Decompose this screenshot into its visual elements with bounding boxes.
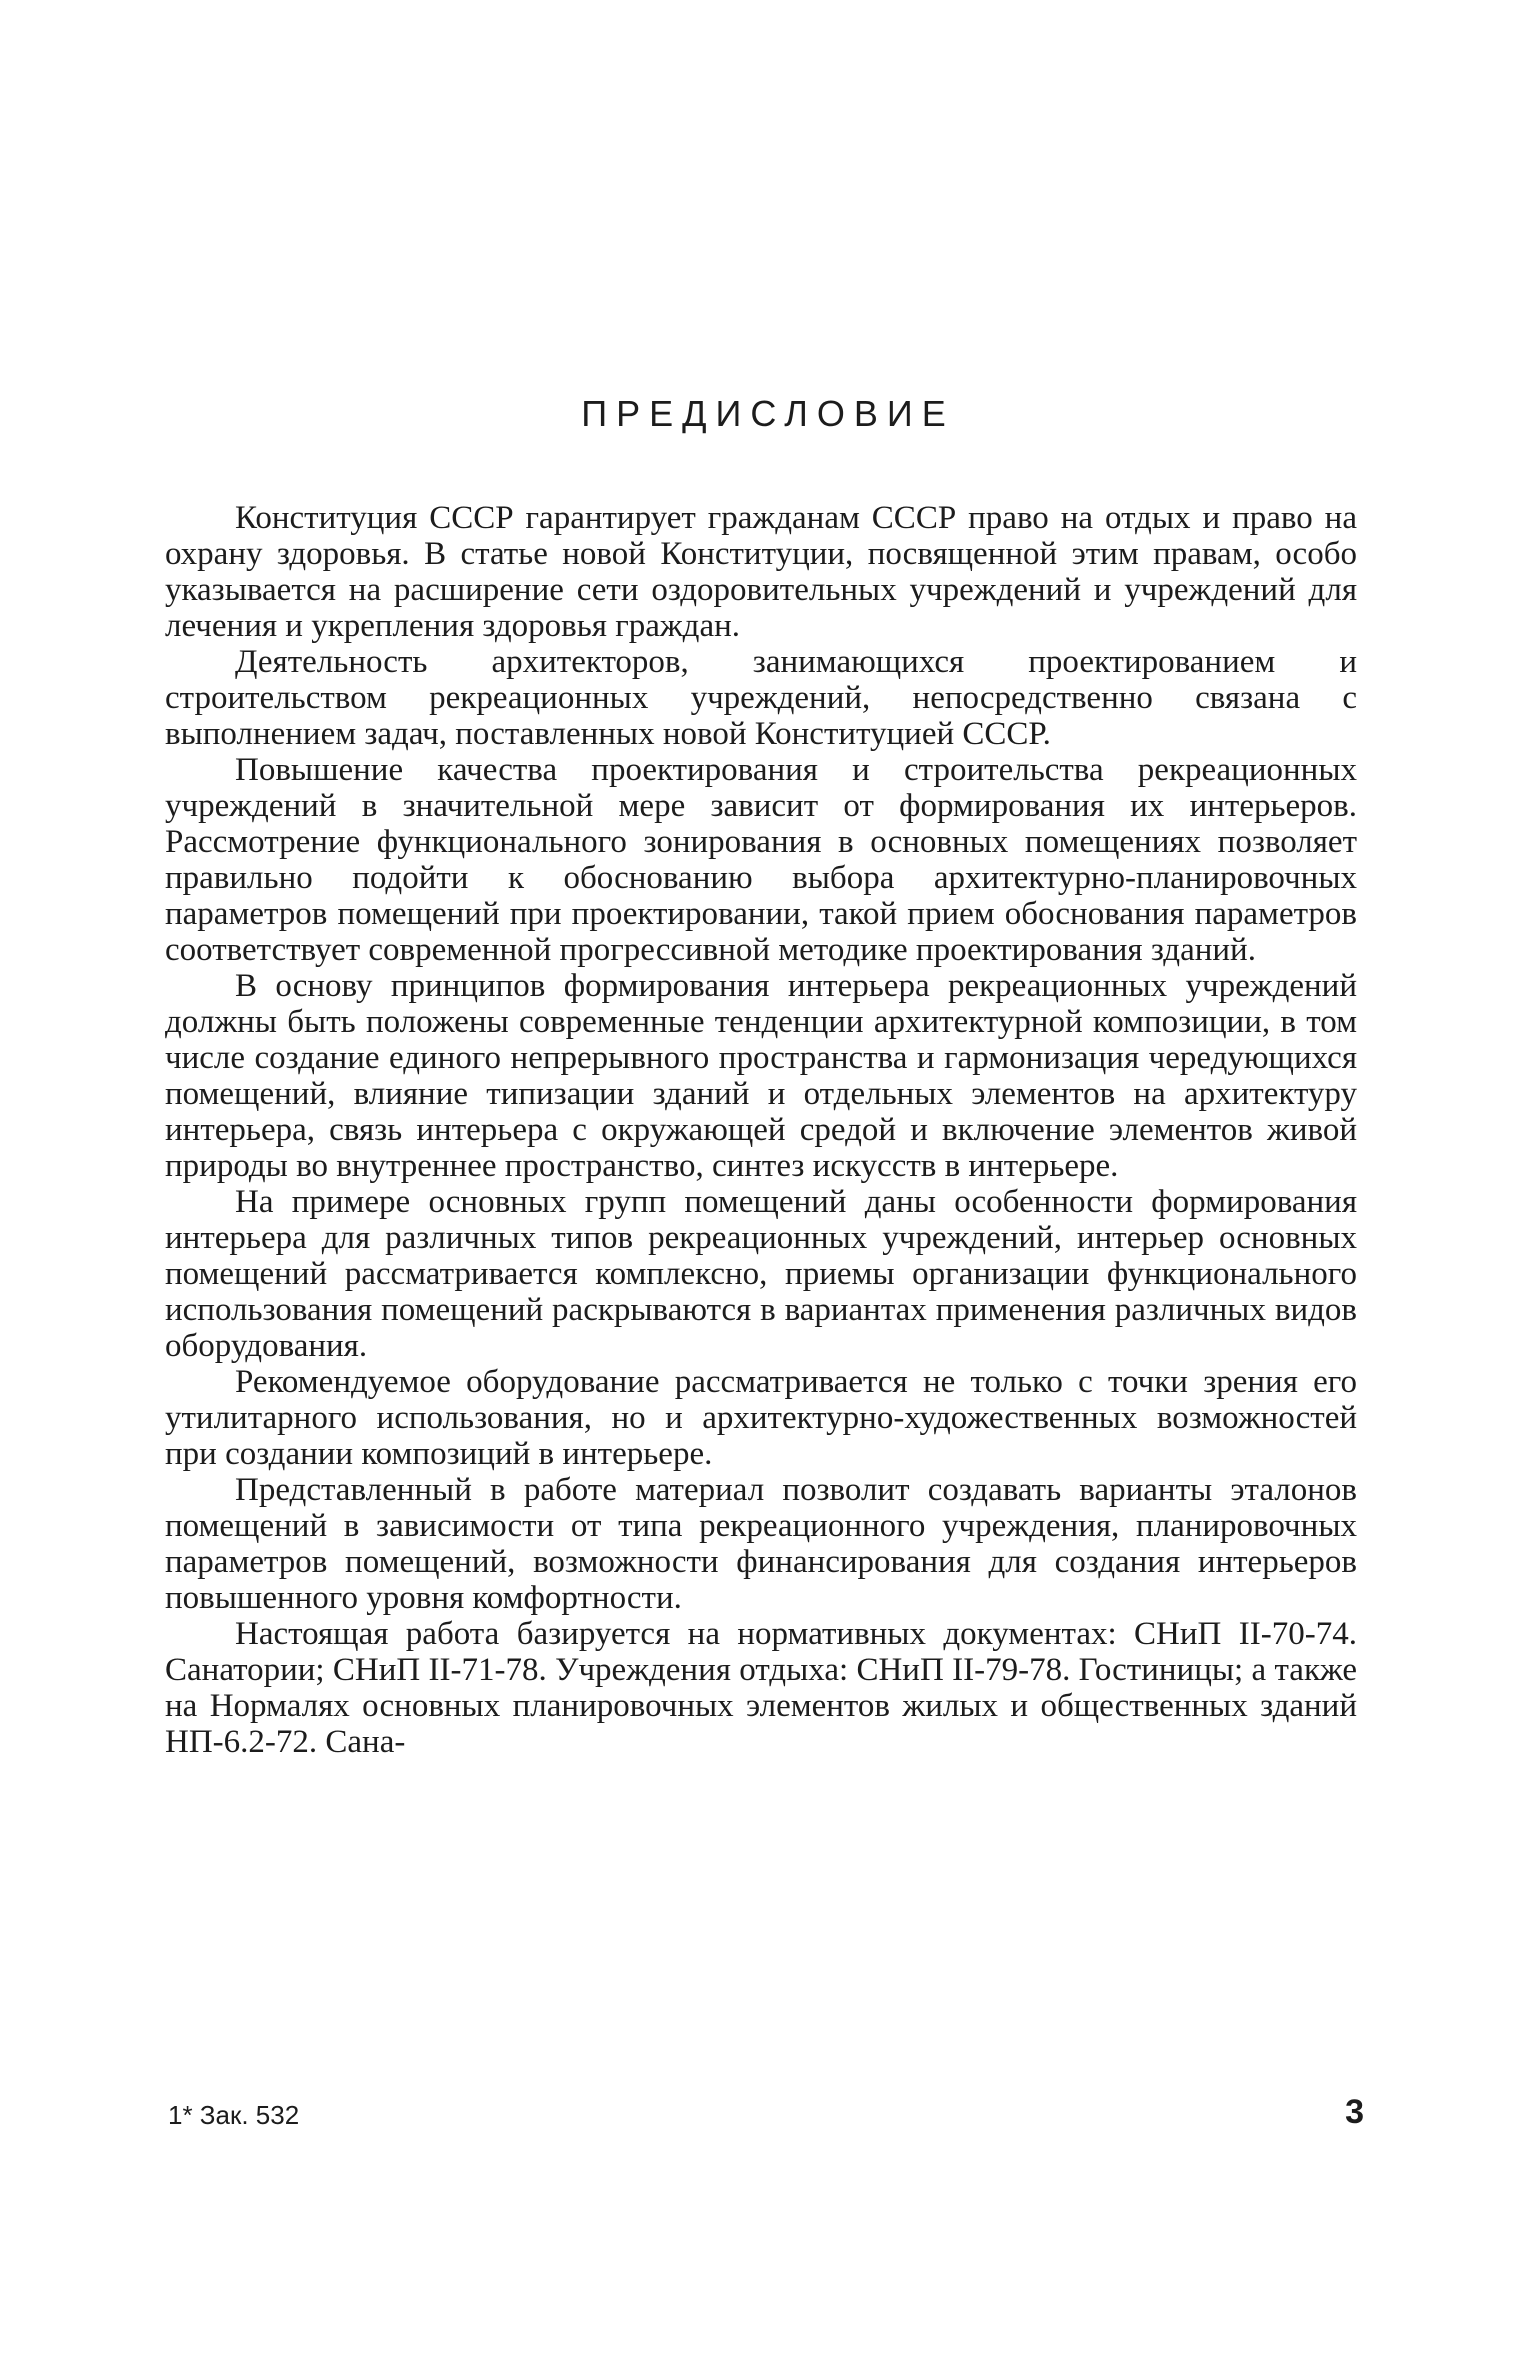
paragraph: Конституция СССР гарантирует гражданам СССР право на отдых и право на охрану здоровья. В статье новой Конституции, посвященной этим правам, особо указывается на расширение сети оздоровительных учреждений и учреждений для лечения и укрепления здоровья граждан. [165, 500, 1357, 644]
paragraph: Настоящая работа базируется на нормативных документах: СНиП II-70-74. Санатории; СНиП II-71-78. Учреждения отдыха: СНиП II-79-78. Гостиницы; а также на Нормалях основных планировочных элементов жилых и общественных зданий НП-6.2-72. Сана- [165, 1616, 1357, 1760]
paragraph: Деятельность архитекторов, занимающихся проектированием и строительством рекреационных учреждений, непосредственно связана с выполнением задач, поставленных новой Конституцией СССР. [165, 644, 1357, 752]
paragraph: В основу принципов формирования интерьера рекреационных учреждений должны быть положены современные тенденции архитектурной композиции, в том числе создание единого непрерывного пространства и гармонизация чередующихся помещений, влияние типизации зданий и отдельных элементов на архитектуру интерьера, связь интерьера с окружающей средой и включение элементов живой природы во внутреннее пространство, синтез искусств в интерьере. [165, 968, 1357, 1184]
page-number: 3 [1345, 2093, 1364, 2131]
print-signature: 1* Зак. 532 [168, 2100, 300, 2130]
paragraph: На примере основных групп помещений даны особенности формирования интерьера для различных типов рекреационных учреждений, интерьер основных помещений рассматривается комплексно, приемы организации функционального использования помещений раскрываются в вариантах применения различных видов оборудования. [165, 1184, 1357, 1364]
page-title: ПРЕДИСЛОВИЕ [581, 393, 955, 434]
paragraph: Представленный в работе материал позволит создавать варианты эталонов помещений в зависимости от типа рекреационного учреждения, планировочных параметров помещений, возможности финансирования для создания интерьеров повышенного уровня комфортности. [165, 1472, 1357, 1616]
paragraph: Повышение качества проектирования и строительства рекреационных учреждений в значительной мере зависит от формирования их интерьеров. Рассмотрение функционального зонирования в основных помещениях позволяет правильно подойти к обоснованию выбора архитектурно-планировочных параметров помещений при проектировании, такой прием обоснования параметров соответствует современной прогрессивной методике проектирования зданий. [165, 752, 1357, 968]
body-text [165, 500, 1357, 1760]
paragraph: Рекомендуемое оборудование рассматривается не только с точки зрения его утилитарного использования, но и архитектурно-художественных возможностей при создании композиций в интерьере. [165, 1364, 1357, 1472]
